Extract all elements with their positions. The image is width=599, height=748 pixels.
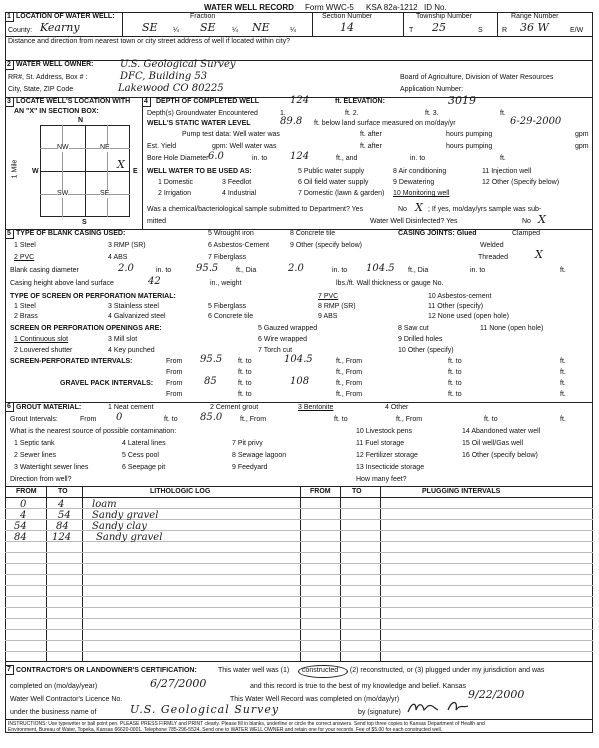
bore-label: Bore Hole Diameter: [147, 155, 209, 162]
log-row-4-from[interactable]: 84: [14, 532, 27, 543]
completed-value[interactable]: 6/27/2000: [150, 677, 207, 690]
static-label: WELL'S STATIC WATER LEVEL: [147, 120, 251, 127]
section-3-number: 3: [7, 98, 11, 105]
use-4[interactable]: 4 Industrial: [222, 190, 257, 197]
gi-to-3: ft. to: [484, 416, 498, 423]
east-label: E: [133, 168, 138, 175]
screen-11[interactable]: 11 Other (specify): [428, 303, 484, 310]
contamination-label: What is the nearest source of possible contamination:: [10, 428, 177, 435]
township-value[interactable]: 25: [432, 21, 446, 34]
record-date[interactable]: 9/22/2000: [468, 688, 525, 701]
gp-from-2: From: [166, 391, 183, 398]
gp-ft-from-1: ft., From: [336, 380, 363, 387]
how-many-label: How many feet?: [356, 476, 407, 483]
use-5[interactable]: 5 Public water supply: [298, 168, 365, 175]
casing-1[interactable]: 1 Steel: [14, 242, 36, 249]
weight-tail: lbs./ft. Wall thickness or gauge No.: [336, 280, 444, 287]
log-row-1-from[interactable]: 0: [20, 499, 27, 510]
use-9[interactable]: 9 Dewatering: [393, 179, 435, 186]
pump-label: Pump test data: Well water was: [182, 131, 280, 138]
ew-label: E/W: [570, 27, 584, 34]
log-ruling-line: [5, 585, 593, 586]
cert-label: CONTRACTOR'S OR LANDOWNER'S CERTIFICATION:: [16, 667, 197, 674]
quarter-1: ¼: [173, 27, 179, 34]
se-label: SE: [100, 190, 110, 197]
constructed-circle: [298, 665, 348, 678]
screen-1[interactable]: 1 Steel: [14, 303, 36, 310]
groundwater-label: Depth(s) Groundwater Encountered: [147, 110, 258, 117]
screen-label: TYPE OF SCREEN OR PERFORATION MATERIAL:: [10, 293, 176, 300]
screen-3[interactable]: 3 Stainless steel: [108, 303, 159, 310]
fraction-3-value[interactable]: NE: [252, 21, 270, 34]
sp-from-2: From: [166, 369, 183, 376]
business-value[interactable]: U.S. Geological Survey: [130, 703, 280, 716]
contam-16[interactable]: 16 Other (specify below): [462, 452, 538, 459]
sp-ft-from-1: ft., From: [336, 358, 363, 365]
open-8[interactable]: 8 Saw cut: [398, 325, 429, 332]
use-1[interactable]: 1 Domestic: [158, 179, 194, 186]
contam-4[interactable]: 4 Lateral lines: [122, 440, 166, 447]
t-label: T: [409, 27, 414, 34]
log-row-2-to[interactable]: 54: [58, 510, 71, 521]
log-ruling-line: [5, 596, 593, 597]
log-ruling-line: [5, 541, 593, 542]
application-label: Application Number:: [400, 86, 464, 93]
contam-5[interactable]: 5 Cess pool: [122, 452, 159, 459]
fraction-2-value[interactable]: SE: [200, 21, 216, 34]
log-ruling-line: [5, 651, 593, 652]
contam-12[interactable]: 12 Fertilizer storage: [356, 452, 418, 459]
completed-tail: and this record is true to the best of my knowledge and belief. Kansas: [250, 683, 466, 690]
diam-ft-dia: ft., Dia: [236, 267, 257, 274]
city-value[interactable]: Lakewood CO 80225: [118, 83, 224, 94]
chem-label: Was a chemical/bacteriological sample submitted to Department? Yes: [147, 206, 364, 213]
gi-to-2: ft. to: [334, 416, 348, 423]
log-from-header: FROM: [16, 488, 37, 495]
diam-ft-dia-2: ft., Dia: [408, 267, 429, 274]
static-value[interactable]: 89.8: [280, 116, 303, 127]
grout-3[interactable]: 3 Bentonite: [298, 404, 334, 411]
instructions-line-2: Environment, Bureau of Water, Topeka, Kansas 66620-0001. Telephone 785-296-5524. Send one to WATER WELL OWNER and retain one for your records. Fee of $5.00 for each constructed well.: [8, 727, 443, 733]
gi-from: From: [80, 416, 97, 423]
casing-5[interactable]: 5 Wrought iron: [208, 230, 254, 237]
use-8[interactable]: 8 Air conditioning: [393, 168, 447, 175]
diameter-label: Blank casing diameter: [10, 267, 79, 274]
elevation-value[interactable]: 3019: [448, 94, 476, 107]
contam-6[interactable]: 6 Seepage pit: [122, 464, 166, 471]
casing-8[interactable]: 8 Concrete tile: [290, 230, 336, 237]
diam-in-to-3: in. to: [470, 267, 486, 274]
open-4[interactable]: 4 Key punched: [108, 347, 155, 354]
screen-6[interactable]: 6 Concrete tile: [208, 313, 254, 320]
log-ruling-line: [5, 629, 593, 630]
joints-welded[interactable]: Welded: [480, 242, 504, 249]
range-label: Range Number: [511, 13, 559, 20]
sp-ft-2: ft.: [560, 369, 566, 376]
bore-in-2: in. to: [410, 155, 426, 162]
diameter-to-value[interactable]: 95.5: [196, 263, 219, 274]
completed-label: completed on (mo/day/year): [10, 683, 98, 690]
disinfected-label: Water Well Disinfected? Yes: [370, 218, 458, 225]
range-value[interactable]: 36 W: [520, 21, 549, 34]
diam-ft: ft.: [560, 267, 566, 274]
sp-to-2: ft. to: [448, 358, 462, 365]
section-6-number: 6: [7, 403, 11, 410]
bore-tail: ft., and: [336, 155, 358, 162]
chem-mitted: mitted: [147, 218, 167, 225]
contam-8[interactable]: 8 Sewage lagoon: [232, 452, 287, 459]
bore-in: in. to: [252, 155, 268, 162]
screen-7[interactable]: 7 PVC: [318, 293, 339, 300]
contam-10[interactable]: 10 Livestock pens: [356, 428, 413, 435]
west-label: W: [32, 168, 39, 175]
openings-label: SCREEN OR PERFORATION OPENINGS ARE:: [10, 325, 162, 332]
licence-tail: This Water Well Record was completed on (mo/day/yr): [230, 696, 400, 703]
sp-ft-from-2: ft., From: [336, 369, 363, 376]
casing-label: TYPE OF BLANK CASING USED:: [16, 230, 126, 237]
open-11[interactable]: 11 None (open hole): [480, 325, 544, 332]
casing-2[interactable]: 2 PVC: [14, 254, 35, 261]
section-4-number: 4: [144, 98, 148, 105]
location-label: LOCATION OF WATER WELL:: [16, 13, 115, 20]
city-label: City, State, ZIP Code: [8, 86, 74, 93]
diam-in-to: in. to: [156, 267, 172, 274]
screen-9[interactable]: 9 ABS: [318, 313, 338, 320]
lithologic-header: LITHOLOGIC LOG: [150, 488, 211, 495]
grout-label: GROUT MATERIAL:: [16, 404, 82, 411]
yield-gpm: gpm: [575, 143, 589, 150]
ksa-number: KSA 82a-1212: [366, 3, 418, 12]
contam-2[interactable]: 2 Sewer lines: [14, 452, 57, 459]
contam-3[interactable]: 3 Watertight sewer lines: [14, 464, 89, 471]
open-3[interactable]: 3 Mill slot: [108, 336, 138, 343]
sp-ft-1: ft.: [560, 358, 566, 365]
quarter-2: ¼: [232, 27, 238, 34]
contam-15[interactable]: 15 Oil well/Gas well: [462, 440, 524, 447]
sp-from-value[interactable]: 95.5: [200, 354, 223, 365]
county-value[interactable]: Kearny: [40, 21, 80, 34]
screen-2[interactable]: 2 Brass: [14, 313, 38, 320]
use-11[interactable]: 11 Injection well: [482, 168, 532, 175]
log-ruling-line: [5, 640, 593, 641]
diameter-2-value[interactable]: 2.0: [288, 263, 304, 274]
depth-label: DEPTH OF COMPLETED WELL: [156, 98, 260, 105]
south-label: S: [82, 219, 87, 226]
fraction-1-value[interactable]: SE: [142, 21, 158, 34]
bore-value[interactable]: 6.0: [208, 151, 224, 162]
open-2[interactable]: 2 Louvered shutter: [14, 347, 73, 354]
height-label: Casing height above land surface: [10, 280, 114, 287]
height-value[interactable]: 42: [148, 276, 161, 287]
plug-to-header: TO: [352, 488, 362, 495]
use-10[interactable]: 10 Monitoring well: [393, 190, 450, 197]
north-label: N: [78, 117, 84, 124]
gw-1: 1.: [280, 110, 286, 117]
disinfected-x-mark[interactable]: X: [538, 213, 546, 226]
mile-label: 1 Mile: [11, 159, 19, 179]
business-label: under the business name of: [10, 709, 97, 716]
log-row-2-desc[interactable]: Sandy gravel: [92, 510, 159, 521]
log-row-1-desc[interactable]: loam: [92, 499, 117, 510]
contam-14[interactable]: 14 Abandoned water well: [462, 428, 541, 435]
cert-text-1: This water well was (1): [218, 667, 290, 674]
screen-8[interactable]: 8 RMP (SR): [318, 303, 356, 310]
gi-to: ft. to: [164, 416, 178, 423]
contam-9[interactable]: 9 Feedyard: [232, 464, 268, 471]
log-row-3-from[interactable]: 54: [14, 521, 27, 532]
nw-label: NW: [57, 144, 69, 151]
licence-label: Water Well Contractor's Licence No.: [10, 696, 123, 703]
sw-label: SW: [57, 190, 69, 197]
gw-ft: ft.: [500, 110, 506, 117]
diameter-2-to-value[interactable]: 104.5: [366, 263, 395, 274]
township-label: Township Number: [416, 13, 473, 20]
gi-tail: ft., From: [240, 416, 267, 423]
use-7[interactable]: 7 Domestic (lawn & garden): [298, 190, 385, 197]
use-2[interactable]: 2 Irrigation: [158, 190, 192, 197]
grout-1[interactable]: 1 Neat cement: [108, 404, 154, 411]
contam-11[interactable]: 11 Fuel storage: [356, 440, 405, 447]
screen-5[interactable]: 5 Fiberglass: [208, 303, 247, 310]
section-7-number: 7: [7, 666, 11, 673]
gw-3: ft. 3.: [425, 110, 439, 117]
log-ruling-line: [5, 574, 593, 575]
screen-4[interactable]: 4 Galvanized steel: [108, 313, 166, 320]
casing-3[interactable]: 3 RMP (SR): [108, 242, 146, 249]
gravel-label: GRAVEL PACK INTERVALS:: [60, 380, 154, 387]
open-10[interactable]: 10 Other (specify): [398, 347, 454, 354]
elevation-label: ft. ELEVATION:: [335, 98, 385, 105]
threaded-x-mark[interactable]: X: [535, 248, 543, 261]
disinfected-no: No: [522, 218, 531, 225]
log-row-3-desc[interactable]: Sandy clay: [92, 521, 147, 532]
yield-hours: hours pumping: [446, 143, 493, 150]
sp-to-1: ft. to: [238, 358, 252, 365]
gi-to-value[interactable]: 85.0: [200, 412, 223, 423]
sp-to-value[interactable]: 104.5: [284, 354, 313, 365]
fraction-label: Fraction: [190, 13, 216, 20]
contam-7[interactable]: 7 Pit privy: [232, 440, 263, 447]
use-3[interactable]: 3 Feedlot: [222, 179, 252, 186]
casing-7[interactable]: 7 Fiberglass: [208, 254, 247, 261]
section-2-number: 2: [7, 61, 11, 68]
contam-13[interactable]: 13 Insecticide storage: [356, 464, 425, 471]
gp-to-value[interactable]: 108: [290, 376, 310, 387]
log-row-4-to[interactable]: 124: [52, 532, 72, 543]
open-9[interactable]: 9 Drilled holes: [398, 336, 443, 343]
open-5[interactable]: 5 Gauzed wrapped: [258, 325, 318, 332]
open-1[interactable]: 1 Continuous slot: [14, 336, 69, 343]
gp-to-2: ft. to: [448, 380, 462, 387]
gp-to-1: ft. to: [238, 380, 252, 387]
yield-label: Est. Yield: [147, 143, 177, 150]
log-row-1-to[interactable]: 4: [58, 499, 65, 510]
grout-2[interactable]: 2 Cement grout: [210, 404, 259, 411]
chem-x-mark[interactable]: X: [415, 201, 423, 214]
distance-label: Distance and direction from nearest town or city street address of well if located within city?: [8, 38, 291, 45]
chem-tail: ; If yes, mo/day/yrs sample was sub-: [428, 206, 542, 213]
casing-6[interactable]: 6 Asbestos-Cement: [208, 242, 270, 249]
address-value[interactable]: DFC, Building 53: [120, 71, 208, 82]
sp-from-1: From: [166, 358, 183, 365]
gp-to-3: ft. to: [238, 391, 252, 398]
board-label: Board of Agriculture, Division of Water Resources: [400, 74, 554, 81]
grout-4[interactable]: 4 Other: [385, 404, 409, 411]
r-label: R: [502, 27, 508, 34]
section-label: Section Number: [322, 13, 373, 20]
gi-tail-2: ft., From: [396, 416, 423, 423]
form-title: WATER WELL RECORD: [204, 3, 294, 12]
instructions-line-1: INSTRUCTIONS: Use typewriter or ball point pen. PLEASE PRESS FIRMLY and PRINT clearly. Please fill in blanks, underline or circle the correct answers. Send top three copies to Kansas Department of Health and: [8, 721, 485, 727]
plugging-header: PLUGGING INTERVALS: [422, 488, 501, 495]
screen-10[interactable]: 10 Asbestos-cement: [428, 293, 492, 300]
owner-label: WATER WELL OWNER:: [16, 61, 94, 68]
log-ruling-line: [5, 563, 593, 564]
cert-constructed[interactable]: constructed: [302, 667, 339, 674]
gi-ft: ft.: [560, 416, 566, 423]
static-date[interactable]: 6-29-2000: [510, 116, 562, 127]
log-row-2-from[interactable]: 4: [20, 510, 27, 521]
depth-value[interactable]: 124: [290, 95, 310, 106]
gp-ft-2: ft.: [560, 391, 566, 398]
log-ruling-line: [5, 607, 593, 608]
chem-no: No: [398, 206, 407, 213]
gp-from-1: From: [166, 380, 183, 387]
signature-image: [404, 698, 524, 716]
log-ruling-line: [5, 552, 593, 553]
screen-intervals-label: SCREEN-PERFORATED INTERVALS:: [10, 358, 133, 365]
grout-intervals-label: Grout Intervals:: [10, 416, 58, 423]
address-label: RR#, St. Address, Box # :: [8, 74, 88, 81]
signature-label: by (signature): [358, 709, 401, 716]
section-5-number: 5: [7, 230, 11, 237]
owner-value[interactable]: U.S. Geological Survey: [120, 59, 236, 70]
log-to-header: TO: [58, 488, 68, 495]
joints-label: CASING JOINTS: Glued: [398, 230, 477, 237]
sp-to-4: ft. to: [448, 369, 462, 376]
joints-clamped[interactable]: Clamped: [512, 230, 541, 237]
diam-in-to-2: in. to: [332, 267, 348, 274]
section-value[interactable]: 14: [340, 21, 354, 34]
log-ruling-line: [5, 618, 593, 619]
log-row-4-desc[interactable]: Sandy gravel: [96, 532, 163, 543]
location-x-mark[interactable]: X: [117, 158, 125, 171]
open-6[interactable]: 6 Wire wrapped: [258, 336, 308, 343]
casing-4[interactable]: 4 ABS: [108, 254, 128, 261]
open-7[interactable]: 7 Torch cut: [258, 347, 293, 354]
section-1-number: 1: [7, 13, 11, 20]
yield-mid: gpm: Well water was: [212, 143, 277, 150]
cert-text-2: , (2) reconstructed, or (3) plugged under my jurisdiction and was: [346, 667, 545, 674]
id-label: ID No.: [424, 3, 447, 12]
use-label: WELL WATER TO BE USED AS:: [147, 168, 252, 175]
gw-2: ft. 2.: [345, 110, 359, 117]
use-6[interactable]: 6 Oil field water supply: [298, 179, 369, 186]
quarter-3: ¼: [290, 27, 296, 34]
county-label: County:: [8, 27, 33, 34]
locate-label-2: AN "X" IN SECTION BOX:: [14, 108, 99, 115]
use-12[interactable]: 12 Other (Specify below): [482, 179, 560, 186]
gi-from-value[interactable]: 0: [116, 412, 123, 423]
gp-from-value[interactable]: 85: [204, 376, 217, 387]
diameter-value[interactable]: 2.0: [118, 263, 134, 274]
gp-ft-1: ft.: [560, 380, 566, 387]
joints-threaded[interactable]: Threaded: [478, 254, 508, 261]
yield-after: ft. after: [360, 143, 382, 150]
locate-label: LOCATE WELL'S LOCATION WITH: [16, 98, 131, 105]
log-row-3-to[interactable]: 84: [56, 521, 69, 532]
gp-to-4: ft. to: [448, 391, 462, 398]
height-tail: in., weight: [210, 280, 242, 287]
pump-hours: hours pumping: [446, 131, 493, 138]
bore-ft: ft.: [500, 155, 506, 162]
direction-label: Direction from well?: [10, 476, 72, 483]
plug-from-header: FROM: [310, 488, 331, 495]
pump-after: ft. after: [360, 131, 382, 138]
contam-1[interactable]: 1 Septic tank: [14, 440, 55, 447]
static-tail: ft. below land surface measured on mo/day/yr: [314, 120, 456, 127]
gp-ft-from-2: ft., From: [336, 391, 363, 398]
casing-9[interactable]: 9 Other (specify below): [290, 242, 362, 249]
s-label: S: [478, 27, 483, 34]
ne-label: NE: [100, 144, 110, 151]
sp-to-3: ft. to: [238, 369, 252, 376]
form-number: Form WWC-5: [305, 3, 354, 12]
bore-to-value[interactable]: 124: [290, 151, 310, 162]
screen-12[interactable]: 12 None used (open hole): [428, 313, 509, 320]
pump-gpm: gpm: [575, 131, 589, 138]
